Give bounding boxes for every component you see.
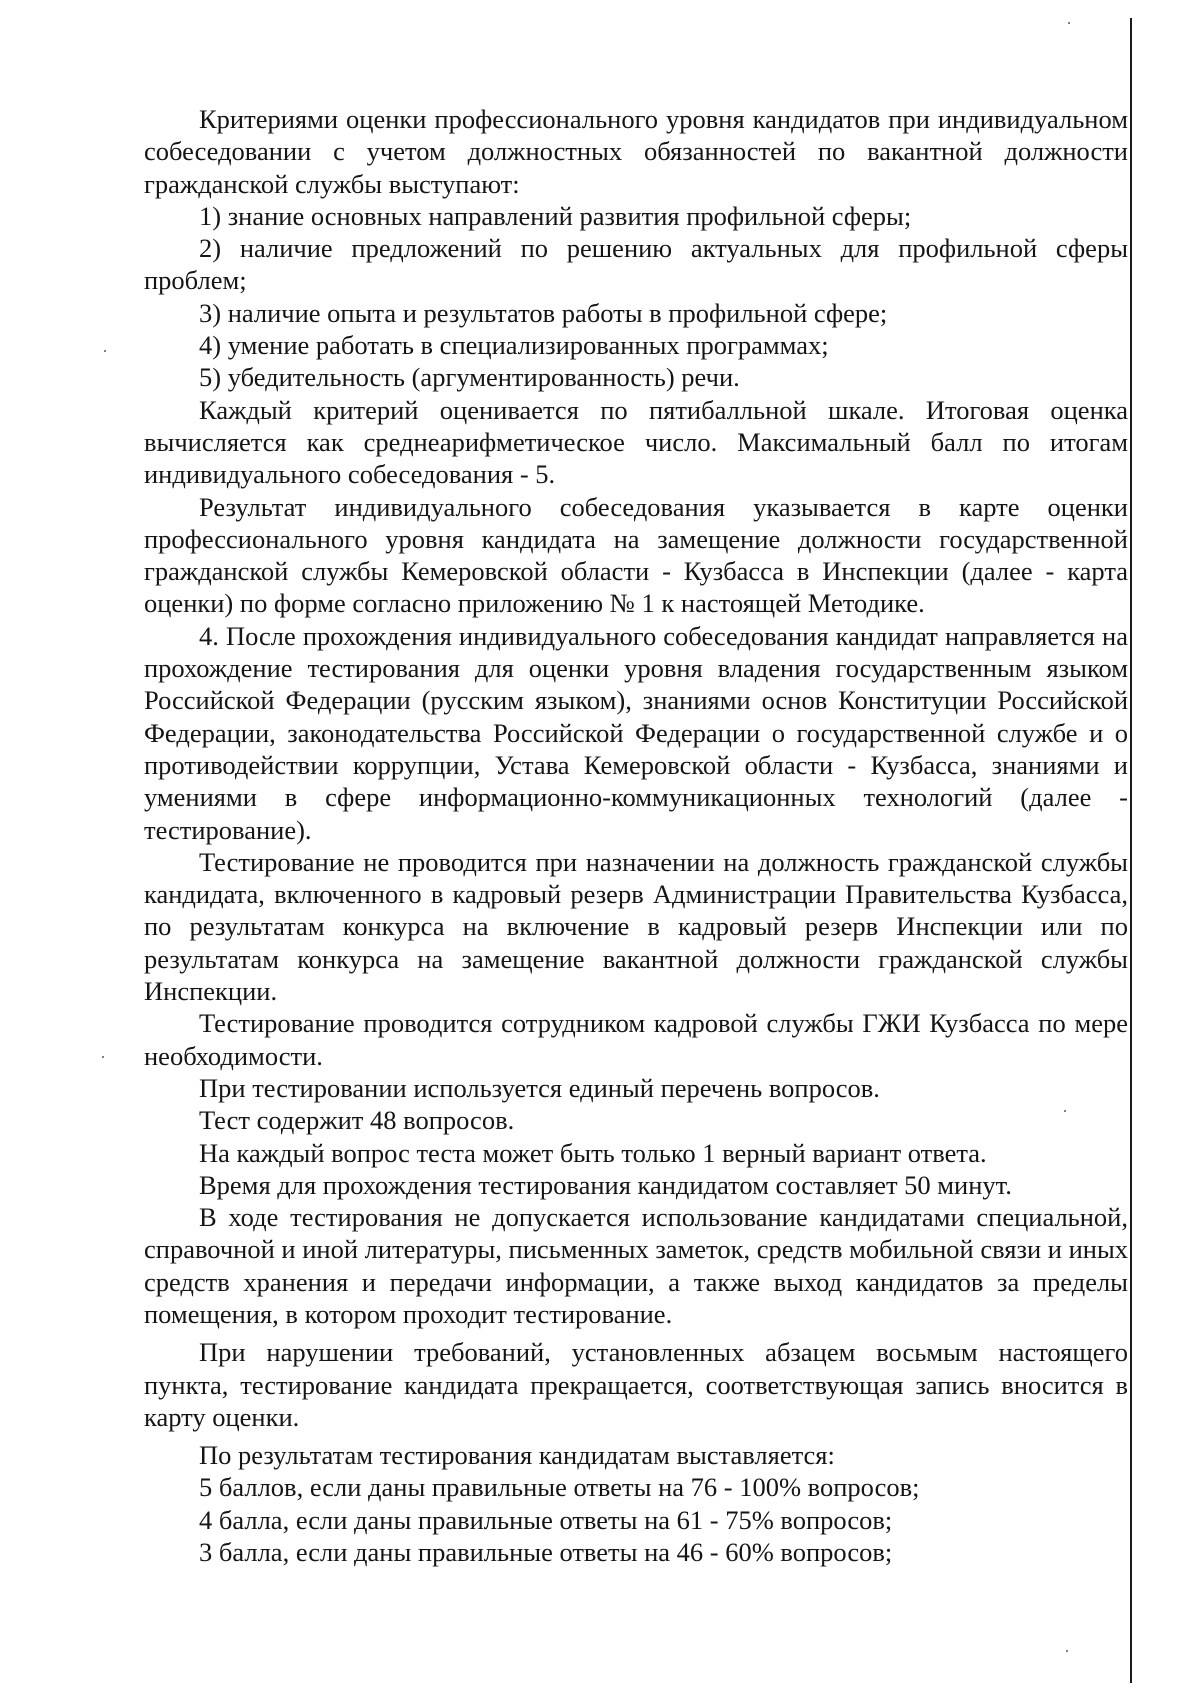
paragraph-scoring-scale: Каждый критерий оценивается по пятибалльной шкале. Итоговая оценка вычисляется как среднеарифметическое число. Максимальный балл по итогам индивидуального собеседования - 5. xyxy=(144,394,1128,490)
scan-speck xyxy=(104,350,106,352)
paragraph-question-list: При тестировании используется единый перечень вопросов. xyxy=(199,1072,880,1103)
paragraph-violation: При нарушении требований, установленных абзацем восьмым настоящего пункта, тестирование кандидата прекращается, соответствующая запись вносится в карту оценки. xyxy=(144,1337,1128,1432)
scan-speck xyxy=(102,1056,104,1058)
paragraph-section-4-testing: 4. После прохождения индивидуального собеседования кандидат направляется на прохождение тестирования для оценки уровня владения государственным языком Российской Федерации (русским языком), знаниями основ Конституции Российской Федерации, законодательства Российской Федерации о государственной службе и о противодействии коррупции, Устава Кемеровской области - Кузбасса, знаниями и умениями в сфере информационно-коммуникационных технологий (далее - тестирование). xyxy=(144,620,1128,845)
paragraph-time-limit: Время для прохождения тестирования кандидатом составляет 50 минут. xyxy=(199,1169,1012,1200)
paragraph-results-intro: По результатам тестирования кандидатам выставляется: xyxy=(199,1440,835,1471)
scan-speck xyxy=(1068,22,1070,24)
paragraph-answer-rule: На каждый вопрос теста может быть только 1 верный вариант ответа. xyxy=(199,1137,987,1168)
paragraph-criteria-intro: Критериями оценки профессионального уровня кандидатов при индивидуальном собеседовании с учетом должностных обязанностей по вакантной должности гражданской службы выступают: xyxy=(144,104,1128,199)
criterion-item-5: 5) убедительность (аргументированность) речи. xyxy=(199,362,740,393)
criterion-item-4: 4) умение работать в специализированных программах; xyxy=(199,330,829,361)
document-body xyxy=(144,103,1128,1568)
paragraph-evaluation-card: Результат индивидуального собеседования указывается в карте оценки профессионального уровня кандидата на замещение должности государственной гражданской службы Кемеровской области - Кузбасса в Инспекции (далее - карта оценки) по форме согласно приложению № 1 к настоящей Методике. xyxy=(144,491,1128,619)
paragraph-question-count: Тест содержит 48 вопросов. xyxy=(199,1105,515,1136)
paragraph-testing-conductor: Тестирование проводится сотрудником кадровой службы ГЖИ Кузбасса по мере необходимости. xyxy=(144,1008,1128,1071)
paragraph-testing-exemption: Тестирование не проводится при назначении на должность гражданской службы кандидата, включенного в кадровый резерв Администрации Правительства Кузбасса, по результатам конкурса на включение в кадровый резерв Инспекции или по результатам конкурса на замещение вакантной должности гражданской службы Инспекции. xyxy=(144,846,1128,1007)
criterion-item-2: 2) наличие предложений по решению актуальных для профильной сферы проблем; xyxy=(144,233,1128,296)
paragraph-prohibitions: В ходе тестирования не допускается использование кандидатами специальной, справочной и иной литературы, письменных заметок, средств мобильной связи и иных средств хранения и передачи информации, а также выход кандидатов за пределы помещения, в котором проходит тестирование. xyxy=(144,1202,1128,1329)
scan-speck xyxy=(1066,1650,1068,1652)
criterion-item-1: 1) знание основных направлений развития профильной сферы; xyxy=(199,200,912,231)
score-item-5: 5 баллов, если даны правильные ответы на 76 - 100% вопросов; xyxy=(199,1472,920,1503)
score-item-4: 4 балла, если даны правильные ответы на 61 - 75% вопросов; xyxy=(199,1504,893,1535)
score-item-3: 3 балла, если даны правильные ответы на 46 - 60% вопросов; xyxy=(199,1537,893,1568)
scan-edge-line xyxy=(1130,18,1132,1683)
criterion-item-3: 3) наличие опыта и результатов работы в профильной сфере; xyxy=(199,297,888,328)
